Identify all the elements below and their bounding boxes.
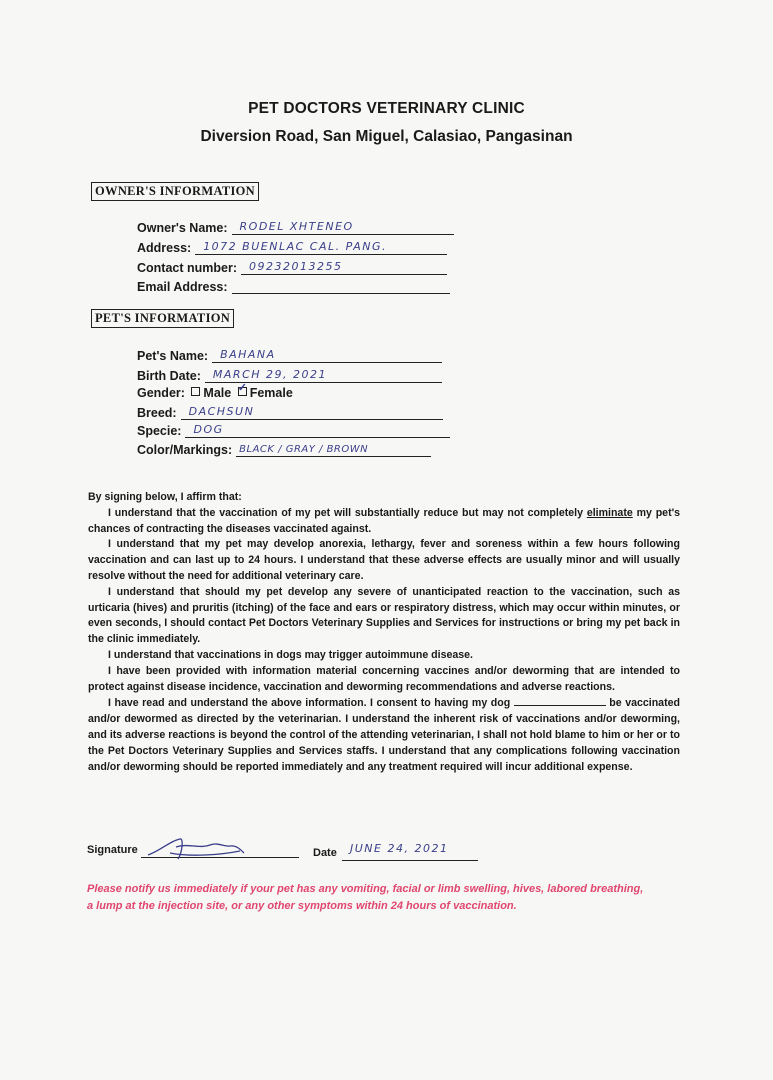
owner-contact-line xyxy=(241,258,447,275)
color-field[interactable] xyxy=(137,440,431,457)
consent-p1-text-end: my pet's chances of contracting the diseases vaccinated against. xyxy=(88,506,681,535)
specie-value: DOG xyxy=(193,423,224,436)
specie-line xyxy=(185,421,450,438)
birth-date-value: MARCH 29, 2021 xyxy=(212,368,327,381)
female-label: Female xyxy=(249,386,293,400)
breed-line xyxy=(181,403,443,420)
date-value: JUNE 24, 2021 xyxy=(350,842,449,855)
consent-terms xyxy=(88,490,680,775)
consent-p1-underlined: eliminate xyxy=(586,506,633,519)
signature-label: Signature xyxy=(87,844,138,856)
pet-name-field[interactable] xyxy=(137,346,442,363)
owner-contact-field[interactable] xyxy=(137,258,447,275)
consent-paragraph-5: I have been provided with information material concerning vaccines and/or deworming that are intended to protect against disease incidence, vaccination and deworming recommendations and adverse reactions. xyxy=(88,664,680,693)
owner-contact-value: 09232013255 xyxy=(249,260,343,273)
birth-date-label: Birth Date: xyxy=(137,369,201,383)
symptoms-notice: Please notify us immediately if your pet has any vomiting, facial or limb swelling, hives, labored breathing, a lump at the injection site, or any other symptoms within 24 hours of vaccination. xyxy=(87,883,644,912)
owner-email-line xyxy=(232,277,450,294)
consent-intro: By signing below, I affirm that: xyxy=(88,491,242,503)
owner-email-label: Email Address: xyxy=(137,280,228,294)
breed-value: DACHSUN xyxy=(188,405,255,418)
date-label: Date xyxy=(313,847,337,859)
specie-field[interactable] xyxy=(137,421,450,438)
color-label: Color/Markings: xyxy=(137,443,233,457)
male-label: Male xyxy=(203,386,232,400)
pet-name-line xyxy=(212,346,442,363)
owner-name-field[interactable] xyxy=(137,218,454,235)
color-value: BLACK / GRAY / BROWN xyxy=(239,444,369,455)
owner-address-line xyxy=(195,238,447,255)
owner-contact-label: Contact number: xyxy=(137,261,237,275)
clinic-name: PET DOCTORS VETERINARY CLINIC xyxy=(248,100,525,117)
breed-label: Breed: xyxy=(137,406,177,420)
gender-label: Gender: xyxy=(137,386,185,400)
pet-name-label: Pet's Name: xyxy=(137,349,209,363)
date-line[interactable] xyxy=(342,860,478,861)
owner-section-title: OWNER'S INFORMATION xyxy=(91,182,259,201)
clinic-address: Diversion Road, San Miguel, Calasiao, Pangasinan xyxy=(200,128,573,145)
consent-paragraph-3: I understand that should my pet develop any severe of unanticipated reaction to the vaccination, such as urticaria (hives) and pruritis (itching) of the face and ears or respiratory distress, which may occur within minutes, or even seconds, I should contact Pet Doctors Veterinary Supplies and Services for instructions or bring my pet back in the clinic immediately. xyxy=(88,585,680,646)
owner-address-value: 1072 BUENLAC CAL. PANG. xyxy=(203,240,387,253)
handwritten-signature xyxy=(140,833,250,863)
pet-name-value: BAHANA xyxy=(220,348,276,361)
birth-date-field[interactable] xyxy=(137,366,442,383)
color-line xyxy=(236,440,431,457)
consent-paragraph-2: I understand that my pet may develop anorexia, lethargy, fever and soreness within a few hours following vaccination and can last up to 24 hours. I understand that these adverse effects are usually minor and will usually resolve without the need for additional veterinary care. xyxy=(88,538,680,582)
consent-p1-text: I understand that the vaccination of my pet will substantially reduce but may not completely xyxy=(108,506,587,519)
owner-email-field[interactable] xyxy=(137,277,450,294)
consent-paragraph-4: I understand that vaccinations in dogs may trigger autoimmune disease. xyxy=(108,648,473,661)
owner-address-label: Address: xyxy=(137,241,192,255)
gender-field xyxy=(137,386,293,400)
specie-label: Specie: xyxy=(137,424,182,438)
owner-name-value: RODEL XHTENEO xyxy=(239,220,354,233)
owner-name-line xyxy=(232,218,454,235)
dog-name-blank[interactable] xyxy=(514,695,606,706)
consent-paragraph-6 xyxy=(88,695,680,775)
consent-p6-text: I have read and understand the above information. I consent to having my dog xyxy=(108,697,511,710)
consent-p6-text-end: be vaccinated and/or dewormed as directed by the veterinarian. I understand the inherent risk of vaccinations and/or deworming, and its adverse reactions is beyond the control of the attending veterinarian, I shall not hold blame to him or her or to the Pet Doctors Veterinary Supplies and Services staffs. I understand that any complications following vaccination and/or deworming should be reported immediately and any treatment required will incur additional expense. xyxy=(88,697,680,773)
owner-name-label: Owner's Name: xyxy=(137,221,228,235)
owner-address-field[interactable] xyxy=(137,238,447,255)
male-checkbox[interactable] xyxy=(191,387,200,396)
female-checkbox[interactable] xyxy=(238,387,247,396)
breed-field[interactable] xyxy=(137,403,443,420)
pet-section-title: PET'S INFORMATION xyxy=(91,309,234,328)
consent-paragraph-1 xyxy=(88,506,680,538)
